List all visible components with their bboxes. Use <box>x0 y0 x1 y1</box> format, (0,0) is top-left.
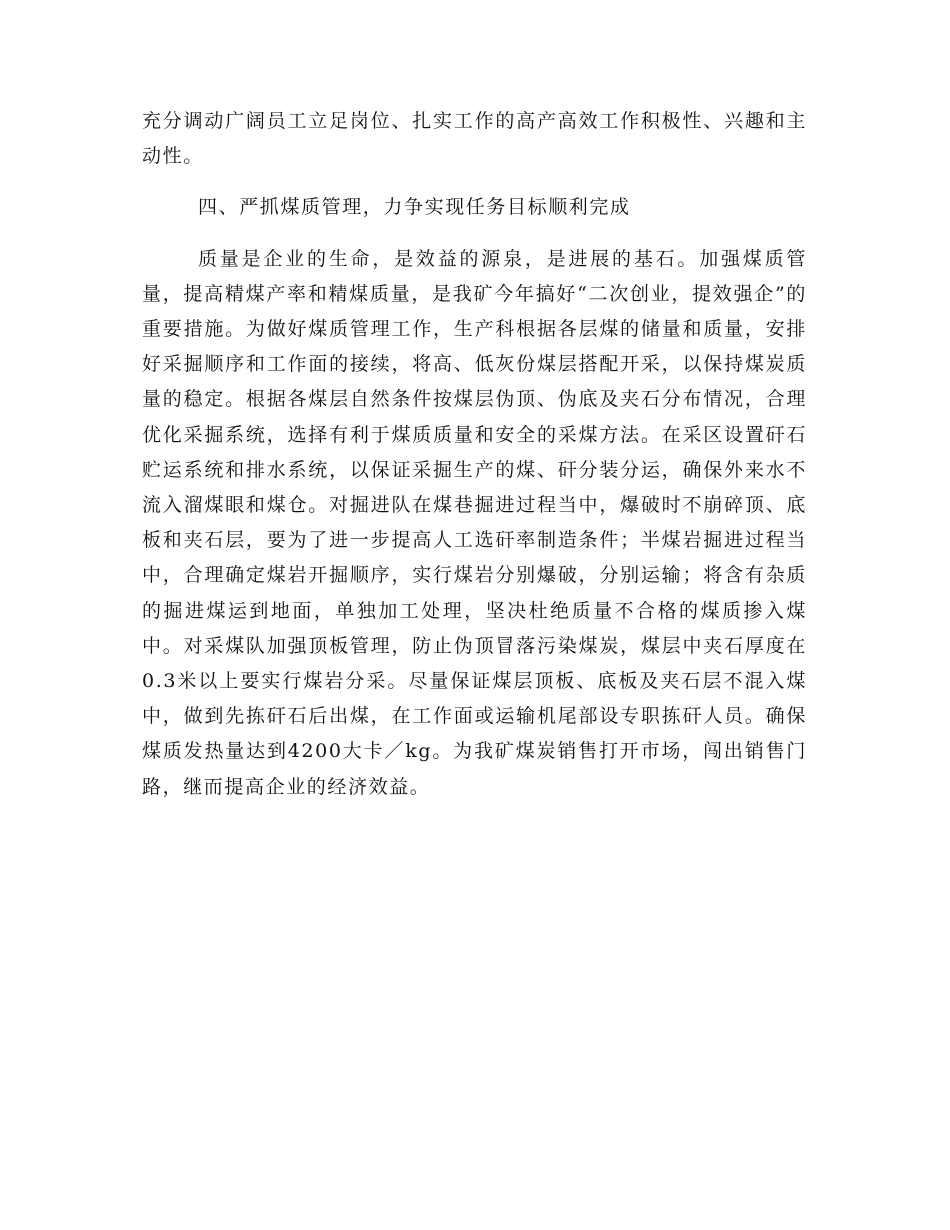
continuation-paragraph: 充分调动广阔员工立足岗位、扎实工作的高产高效工作积极性、兴趣和主动性。 <box>142 110 807 168</box>
section-heading: 四、严抓煤质管理，力争实现任务目标顺利完成 <box>198 196 631 219</box>
body-paragraph: 质量是企业的生命，是效益的源泉，是进展的基石。加强煤质管量，提高精煤产率和精煤质量，是我矿今年搞好“二次创业，提效强企”的重要措施。为做好煤质管理工作，生产科根据各层煤的储量和质量，安排好采掘顺序和工作面的接续，将高、低灰份煤层搭配开采，以保持煤炭质量的稳定。根据各煤层自然条件按煤层伪顶、伪底及夹石分布情况，合理优化采掘系统，选择有利于煤质质量和安全的采煤方法。在采区设置矸石贮运系统和排水系统，以保证采掘生产的煤、矸分装分运，确保外来水不流入溜煤眼和煤仓。对掘进队在煤巷掘进过程当中，爆破时不崩碎顶、底板和夹石层，要为了进一步提高人工选矸率制造条件；半煤岩掘进过程当中，合理确定煤岩开掘顺序，实行煤岩分别爆破，分别运输；将含有杂质的掘进煤运到地面，单独加工处理，坚决杜绝质量不合格的煤质掺入煤中。对采煤队加强顶板管理，防止伪顶冒落污染煤炭，煤层中夹石厚度在0.3米以上要实行煤岩分采。尽量保证煤层顶板、底板及夹石层不混入煤中，做到先拣矸石后出煤，在工作面或运输机尾部设专职拣矸人员。确保煤质发热量达到4200大卡／kg。为我矿煤炭销售打开市场，闯出销售门路，继而提高企业的经济效益。 <box>142 247 807 798</box>
document-body <box>142 104 807 805</box>
